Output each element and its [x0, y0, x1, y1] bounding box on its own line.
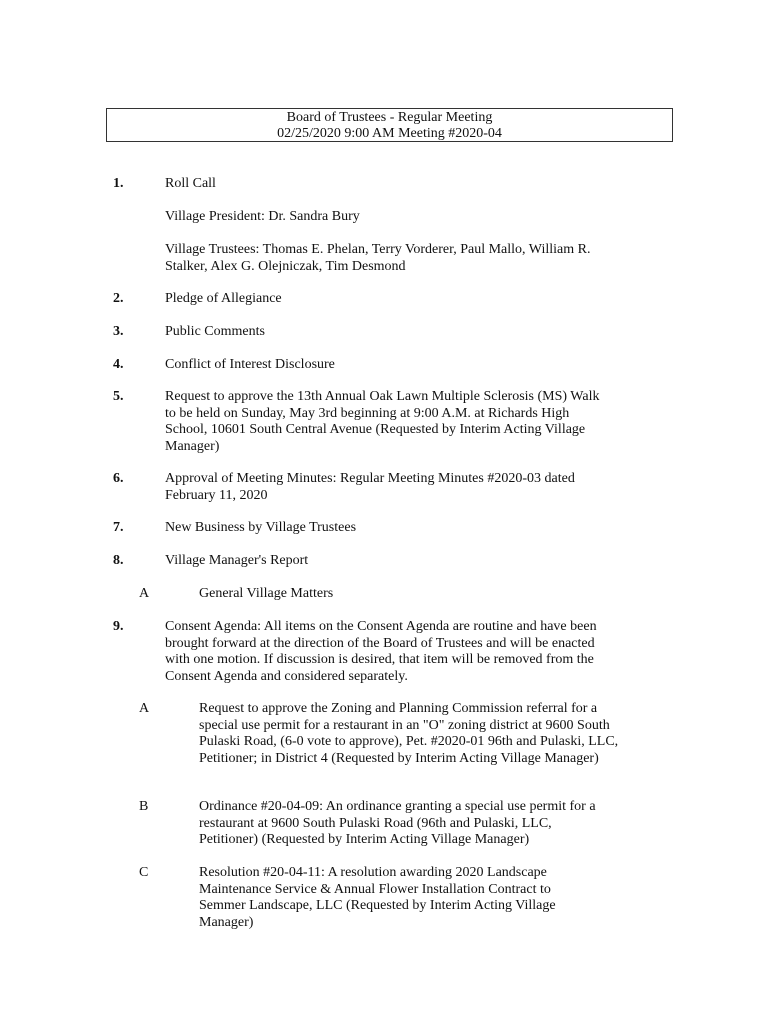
item-7-text: New Business by Village Trustees — [165, 520, 357, 535]
meeting-datetime: 02/25/2020 9:00 AM Meeting #2020-04 — [277, 126, 502, 141]
roll-call-trustees: Village Trustees: Thomas E. Phelan, Terry Vorderer, Paul Mallo, William R. Stalker, Alex G. Olejniczak, Tim Desmond — [165, 242, 591, 274]
item-8-sub-letter: A — [139, 586, 150, 601]
item-6-number: 6. — [113, 471, 124, 486]
item-6-text: Approval of Meeting Minutes: Regular Meeting Minutes #2020-03 dated February 11, 2020 — [165, 471, 575, 503]
item-2-text: Pledge of Allegiance — [165, 291, 282, 306]
item-5-number: 5. — [113, 389, 124, 404]
item-3-text: Public Comments — [165, 324, 265, 339]
item-9-sub-c-text: Resolution #20-04-11: A resolution awarding 2020 Landscape Maintenance Service & Annual Flower Installation Contract to Semmer Landscape, LLC (Requested by Interim Acting Village Manager) — [199, 865, 556, 930]
item-2-number: 2. — [113, 291, 124, 306]
item-9-sub-a-letter: A — [139, 701, 150, 716]
roll-call-president: Village President: Dr. Sandra Bury — [165, 209, 360, 224]
item-7-number: 7. — [113, 520, 124, 535]
item-4-text: Conflict of Interest Disclosure — [165, 357, 335, 372]
item-1-text: Roll Call — [165, 176, 216, 191]
item-8-sub-text: General Village Matters — [199, 586, 334, 601]
meeting-title: Board of Trustees - Regular Meeting — [286, 110, 493, 125]
item-8-text: Village Manager's Report — [165, 553, 309, 568]
item-3-number: 3. — [113, 324, 124, 339]
item-9-text: Consent Agenda: All items on the Consent Agenda are routine and have been brought forward at the direction of the Board of Trustees and will be enacted with one motion. If discussion is desired, that item will be removed from the Consent Agenda and considered separately. — [165, 619, 597, 684]
item-8-number: 8. — [113, 553, 124, 568]
item-5-text: Request to approve the 13th Annual Oak Lawn Multiple Sclerosis (MS) Walk to be held on Sunday, May 3rd beginning at 9:00 A.M. at Richards High School, 10601 South Central Avenue (Requested by Interim Acting Village Manager) — [165, 389, 600, 454]
item-9-sub-b-letter: B — [139, 799, 149, 814]
item-9-number: 9. — [113, 619, 124, 634]
item-9-sub-a-text: Request to approve the Zoning and Planning Commission referral for a special use permit for a restaurant in an "O" zoning district at 9600 South Pulaski Road, (6-0 vote to approve), Pet. #2020-01 96th and Pulaski, LLC, Petitioner; in District 4 (Requested by Interim Acting Village Manager) — [199, 701, 619, 766]
item-1-number: 1. — [113, 176, 124, 191]
item-4-number: 4. — [113, 357, 124, 372]
item-9-sub-b-text: Ordinance #20-04-09: An ordinance granting a special use permit for a restaurant at 9600 South Pulaski Road (96th and Pulaski, LLC, Petitioner) (Requested by Interim Acting Village Manager) — [199, 799, 596, 847]
meeting-header — [106, 108, 673, 142]
item-9-sub-c-letter: C — [139, 865, 149, 880]
